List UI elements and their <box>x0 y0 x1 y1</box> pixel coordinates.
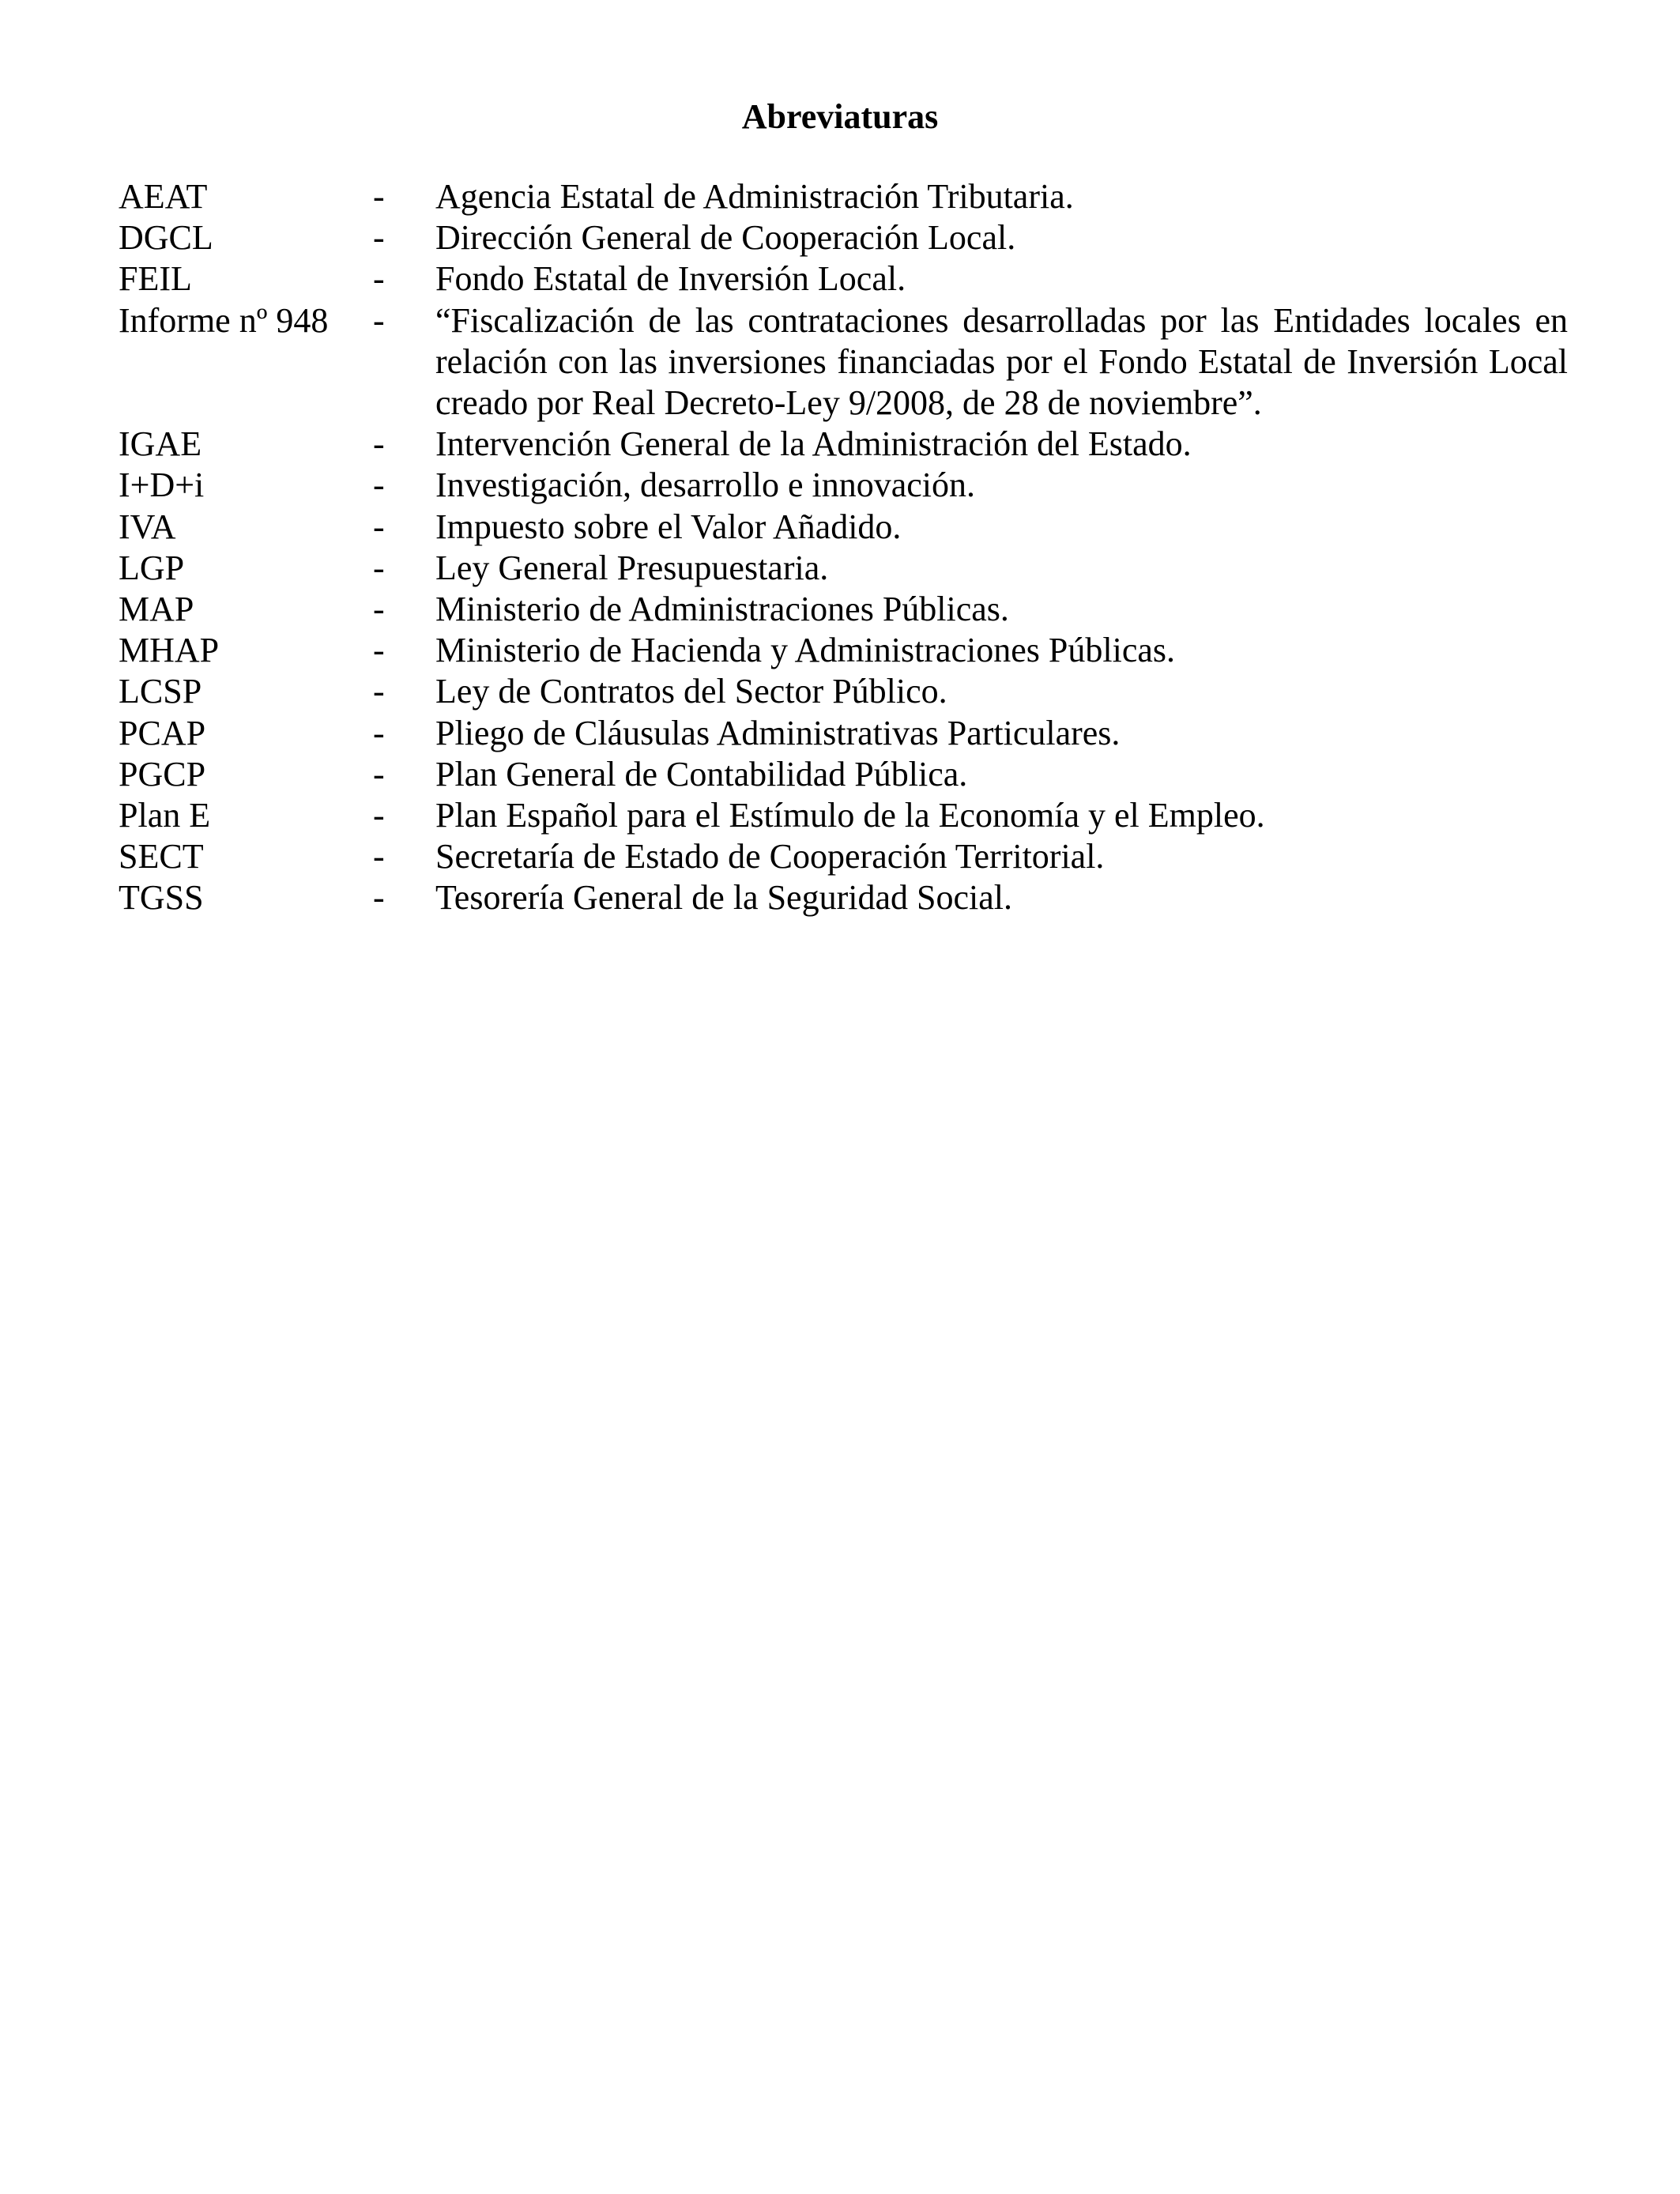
abbreviation-row <box>119 465 1568 506</box>
page-title: Abreviaturas <box>741 97 939 136</box>
abbreviation-separator: - <box>373 218 385 258</box>
abbreviation-separator: - <box>373 548 385 587</box>
abbreviation-row <box>119 258 1568 300</box>
abbreviation-definition: Tesorería General de la Seguridad Social. <box>435 878 1012 918</box>
abbreviation-definition: Ley de Contratos del Sector Público. <box>435 672 947 711</box>
abbreviation-separator: - <box>373 754 385 794</box>
abbreviation-definition: Fondo Estatal de Inversión Local. <box>435 259 906 299</box>
abbreviation-definition: Dirección General de Cooperación Local. <box>435 218 1016 258</box>
abbreviation-term: MAP <box>119 590 194 629</box>
abbreviation-separator: - <box>373 300 385 340</box>
abbreviation-term: IVA <box>119 507 176 546</box>
abbreviation-term: PCAP <box>119 713 206 752</box>
abbreviation-row <box>119 589 1568 630</box>
abbreviation-row <box>119 300 1568 424</box>
abbreviation-separator: - <box>373 590 385 629</box>
abbreviation-term: LCSP <box>119 672 202 711</box>
abbreviation-separator: - <box>373 878 385 918</box>
abbreviation-definition: Ministerio de Hacienda y Administraciones Públicas. <box>435 631 1176 670</box>
abbreviation-term: LGP <box>119 548 185 587</box>
abbreviation-row <box>119 217 1568 258</box>
abbreviation-separator: - <box>373 713 385 752</box>
abbreviation-definition: Intervención General de la Administración del Estado. <box>435 424 1192 464</box>
abbreviation-definition: Pliego de Cláusulas Administrativas Particulares. <box>435 713 1121 752</box>
abbreviation-term: IGAE <box>119 424 202 464</box>
abbreviation-term: Plan E <box>119 796 211 835</box>
abbreviation-term: Informe nº 948 <box>119 300 329 340</box>
abbreviation-definition: Investigación, desarrollo e innovación. <box>435 466 976 505</box>
abbreviation-row <box>119 507 1568 548</box>
abbreviation-row <box>119 424 1568 465</box>
abbreviation-separator: - <box>373 672 385 711</box>
abbreviation-row <box>119 795 1568 836</box>
abbreviation-definition: Ministerio de Administraciones Públicas. <box>435 590 1009 629</box>
abbreviation-definition: Plan Español para el Estímulo de la Economía y el Empleo. <box>435 796 1265 835</box>
abbreviation-separator: - <box>373 837 385 876</box>
abbreviation-definition: Impuesto sobre el Valor Añadido. <box>435 507 902 546</box>
abbreviation-row <box>119 713 1568 754</box>
abbreviation-separator: - <box>373 466 385 505</box>
abbreviation-definition: Ley General Presupuestaria. <box>435 548 829 587</box>
abbreviation-definition: Agencia Estatal de Administración Tributaria. <box>435 177 1074 216</box>
abbreviation-list <box>119 176 1568 919</box>
abbreviation-row <box>119 877 1568 918</box>
abbreviation-row <box>119 836 1568 877</box>
abbreviation-row <box>119 754 1568 795</box>
abbreviation-separator: - <box>373 507 385 546</box>
abbreviation-row <box>119 548 1568 589</box>
abbreviation-term: MHAP <box>119 631 220 670</box>
abbreviation-term: DGCL <box>119 218 213 258</box>
abbreviation-term: I+D+i <box>119 466 205 505</box>
abbreviation-definition: Plan General de Contabilidad Pública. <box>435 754 968 794</box>
abbreviation-row <box>119 630 1568 671</box>
abbreviation-separator: - <box>373 796 385 835</box>
abbreviation-term: SECT <box>119 837 204 876</box>
abbreviation-term: AEAT <box>119 177 208 216</box>
abbreviation-row <box>119 176 1568 217</box>
abbreviation-separator: - <box>373 177 385 216</box>
abbreviation-term: TGSS <box>119 878 204 918</box>
abbreviation-definition: “Fiscalización de las contrataciones desarrolladas por las Entidades locales en relación con las inversiones financiadas por el Fondo Estatal de Inversión Local creado por Real Decreto-Ley 9/2008, de 28 de noviembre”. <box>435 300 1568 423</box>
abbreviation-separator: - <box>373 631 385 670</box>
abbreviation-definition: Secretaría de Estado de Cooperación Territorial. <box>435 837 1105 876</box>
abbreviation-row <box>119 671 1568 712</box>
abbreviation-term: FEIL <box>119 259 192 299</box>
abbreviation-term: PGCP <box>119 754 206 794</box>
abbreviation-separator: - <box>373 424 385 464</box>
abbreviation-separator: - <box>373 259 385 299</box>
